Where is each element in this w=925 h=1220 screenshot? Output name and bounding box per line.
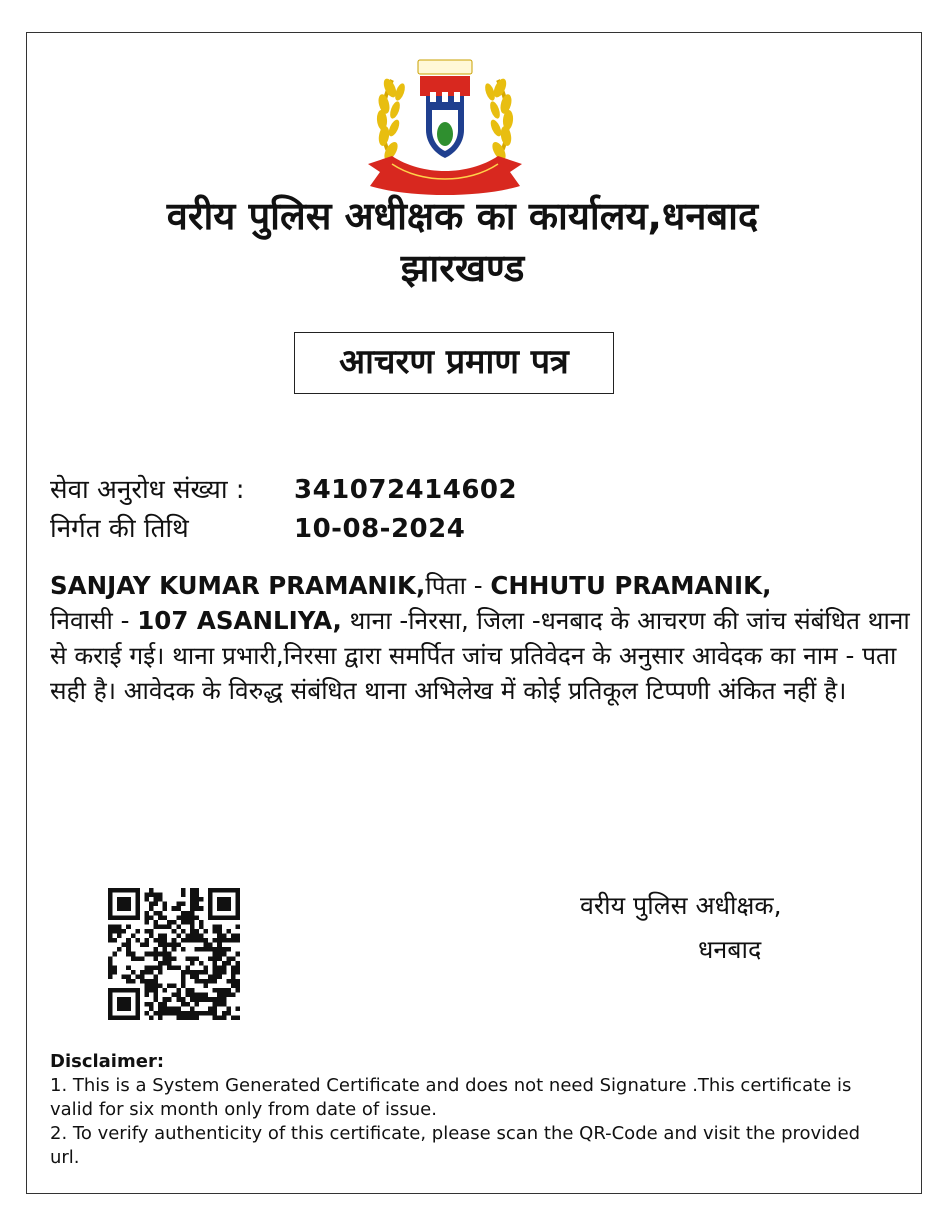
- request-number-label: सेवा अनुरोध संख्या :: [50, 475, 245, 505]
- issue-date-label: निर्गत की तिथि: [50, 514, 189, 544]
- father-label: पिता -: [425, 571, 491, 600]
- signatory-block: [580, 884, 782, 972]
- disclaimer-point-2: 2. To verify authenticity of this certificate, please scan the QR-Code and visit the provided url.: [50, 1123, 861, 1168]
- applicant-name: SANJAY KUMAR PRAMANIK,: [50, 571, 426, 600]
- request-number-row: [50, 472, 517, 508]
- issue-date-row: [50, 511, 465, 547]
- signatory-place: धनबाद: [698, 935, 762, 964]
- office-title-line2: झारखण्ड: [400, 246, 525, 290]
- request-number-value: 341072414602: [294, 475, 518, 505]
- disclaimer: [50, 1050, 870, 1170]
- disclaimer-heading: Disclaimer:: [50, 1051, 165, 1072]
- issue-date-value: 10-08-2024: [294, 514, 466, 544]
- qr-code-icon[interactable]: [108, 888, 240, 1020]
- certificate-body: [50, 568, 916, 708]
- father-name: CHHUTU PRAMANIK,: [490, 571, 772, 600]
- jharkhand-police-emblem-icon: [362, 52, 528, 202]
- address-label: निवासी -: [50, 606, 138, 635]
- disclaimer-point-1: 1. This is a System Generated Certificate and does not need Signature .This certificate is valid for six month only from date of issue.: [50, 1075, 852, 1120]
- office-title-line1: वरीय पुलिस अधीक्षक का कार्यालय,धनबाद: [166, 194, 759, 238]
- certificate-statement: थाना -निरसा, जिला -धनबाद के आचरण की जांच संबंधित थाना से कराई गई। थाना प्रभारी,निरसा द्वारा समर्पित जांच प्रतिवेदन के अनुसार आवेदक का नाम - पता सही है। आवेदक के विरुद्ध संबंधित थाना अभिलेख में कोई प्रतिकूल टिप्पणी अंकित नहीं है।: [50, 606, 910, 705]
- signatory-designation: वरीय पुलिस अधीक्षक,: [580, 891, 782, 920]
- office-title: [0, 190, 925, 294]
- certificate-title: आचरण प्रमाण पत्र: [294, 332, 614, 394]
- applicant-address: 107 ASANLIYA,: [137, 606, 342, 635]
